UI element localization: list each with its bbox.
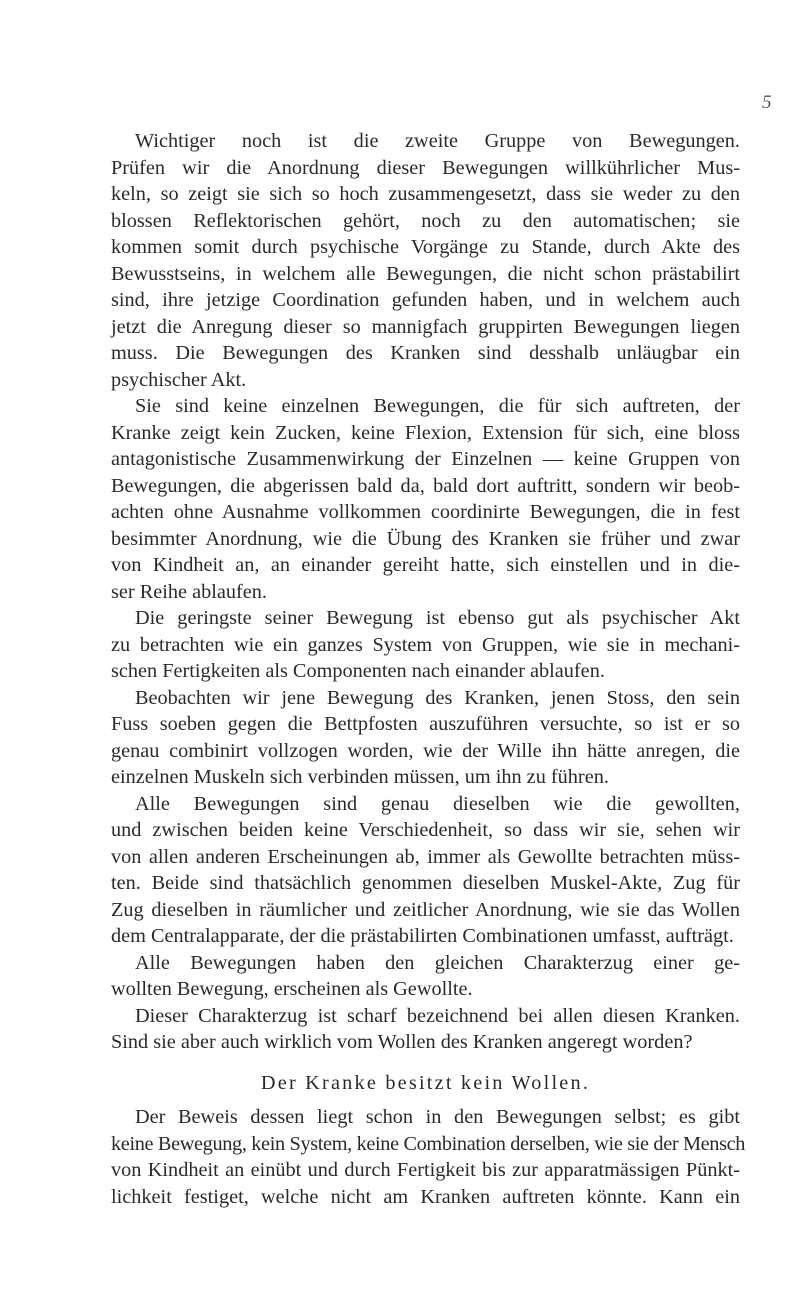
paragraph (111, 791, 740, 950)
text-line: kommen somit durch psychische Vorgänge zu Stande, durch Akte des (111, 236, 740, 258)
text-line: Zug dieselben in räumlicher und zeitlicher Anordnung, wie sie das Wollen (111, 898, 740, 921)
text-line: schen Fertigkeiten als Componenten nach einander ablaufen. (111, 660, 605, 682)
text-line: einzelnen Muskeln sich verbinden müssen, um ihn zu führen. (111, 766, 609, 788)
text-line: Beobachten wir jene Bewegung des Kranken, jenen Stoss, den sein (135, 686, 740, 709)
text-line: ser Reihe ablaufen. (111, 580, 267, 603)
text-line: ten. Beide sind thatsächlich genommen dieselben Muskel-Akte, Zug für (111, 872, 740, 894)
text-line: von Kindheit an, an einander gereiht hatte, sich einstellen und in die- (111, 554, 740, 576)
page-number: 5 (762, 92, 772, 113)
text-line: wollten Bewegung, erscheinen als Gewollte. (111, 978, 473, 1000)
paragraph (111, 605, 740, 685)
text-line: Kranke zeigt kein Zucken, keine Flexion, Extension für sich, eine bloss (111, 421, 740, 444)
text-line: sind, ihre jetzige Coordination gefunden haben, und in welchem auch (111, 289, 740, 311)
text-line: antagonistische Zusammenwirkung der Einzelnen — keine Gruppen von (111, 448, 740, 470)
paragraph (111, 393, 740, 605)
text-line: keine Bewegung, kein System, keine Combination derselben, wie sie der Mensch (111, 1132, 746, 1155)
text-line: Sind sie aber auch wirklich vom Wollen des Kranken angeregt worden? (111, 1031, 693, 1053)
body-text (111, 128, 746, 1210)
text-line: von allen anderen Erscheinungen ab, immer als Gewollte betrachten müss- (111, 845, 740, 868)
text-line: Bewegungen, die abgerissen bald da, bald dort auftritt, sondern wir beob- (111, 474, 740, 497)
text-line: von Kindheit an einübt und durch Fertigkeit bis zur apparatmässigen Pünkt- (111, 1159, 740, 1181)
text-line: Dieser Charakterzug ist scharf bezeichnend bei allen diesen Kranken. (135, 1004, 740, 1027)
paragraph (111, 685, 740, 791)
text-line: besimmter Anordnung, wie die Übung des Kranken sie früher und zwar (111, 527, 740, 550)
section-heading (111, 1070, 740, 1097)
text-line: jetzt die Anregung dieser so mannigfach gruppirten Bewegungen liegen (111, 315, 740, 338)
text-line: keln, so zeigt sie sich so hoch zusammengesetzt, dass sie weder zu den (111, 183, 740, 205)
text-line: muss. Die Bewegungen des Kranken sind desshalb unläugbar ein (111, 342, 740, 364)
paragraph (111, 1003, 740, 1056)
text-line: achten ohne Ausnahme vollkommen coordinirte Bewegungen, die in fest (111, 501, 740, 523)
text-line: Sie sind keine einzelnen Bewegungen, die für sich auftreten, der (135, 395, 740, 417)
text-line: genau combinirt vollzogen worden, wie der Wille ihn hätte anregen, die (111, 739, 740, 762)
text-line: Alle Bewegungen sind genau dieselben wie die gewollten, (135, 792, 740, 815)
heading-text: Der Kranke besitzt kein Wollen. (260, 1071, 591, 1094)
text-line: dem Centralapparate, der die prästabilirten Combinationen umfasst, aufträgt. (111, 925, 734, 947)
text-line: Bewusstseins, in welchem alle Bewegungen, die nicht schon prästabilirt (111, 262, 740, 285)
text-line: blossen Reflektorischen gehört, noch zu den automatischen; sie (111, 209, 740, 232)
paragraph (111, 128, 740, 393)
text-line: Prüfen wir die Anordnung dieser Bewegungen willkührlicher Mus- (111, 156, 740, 179)
text-line: lichkeit festiget, welche nicht am Kranken auftreten könnte. Kann ein (111, 1185, 740, 1208)
text-line: psychischer Akt. (111, 368, 247, 391)
text-line: Der Beweis dessen liegt schon in den Bewegungen selbst; es gibt (135, 1106, 740, 1128)
text-line: Die geringste seiner Bewegung ist ebenso gut als psychischer Akt (135, 607, 740, 629)
text-line: Wichtiger noch ist die zweite Gruppe von Bewegungen. (135, 130, 740, 152)
text-line: Alle Bewegungen haben den gleichen Charakterzug einer ge- (135, 951, 740, 974)
text-line: zu betrachten wie ein ganzes System von Gruppen, wie sie in mechani- (111, 633, 740, 656)
text-line: Fuss soeben gegen die Bettpfosten auszuführen versuchte, so ist er so (111, 713, 740, 735)
paragraph (111, 1104, 746, 1210)
paragraph (111, 950, 740, 1003)
text-line: und zwischen beiden keine Verschiedenheit, so dass wir sie, sehen wir (111, 819, 740, 841)
